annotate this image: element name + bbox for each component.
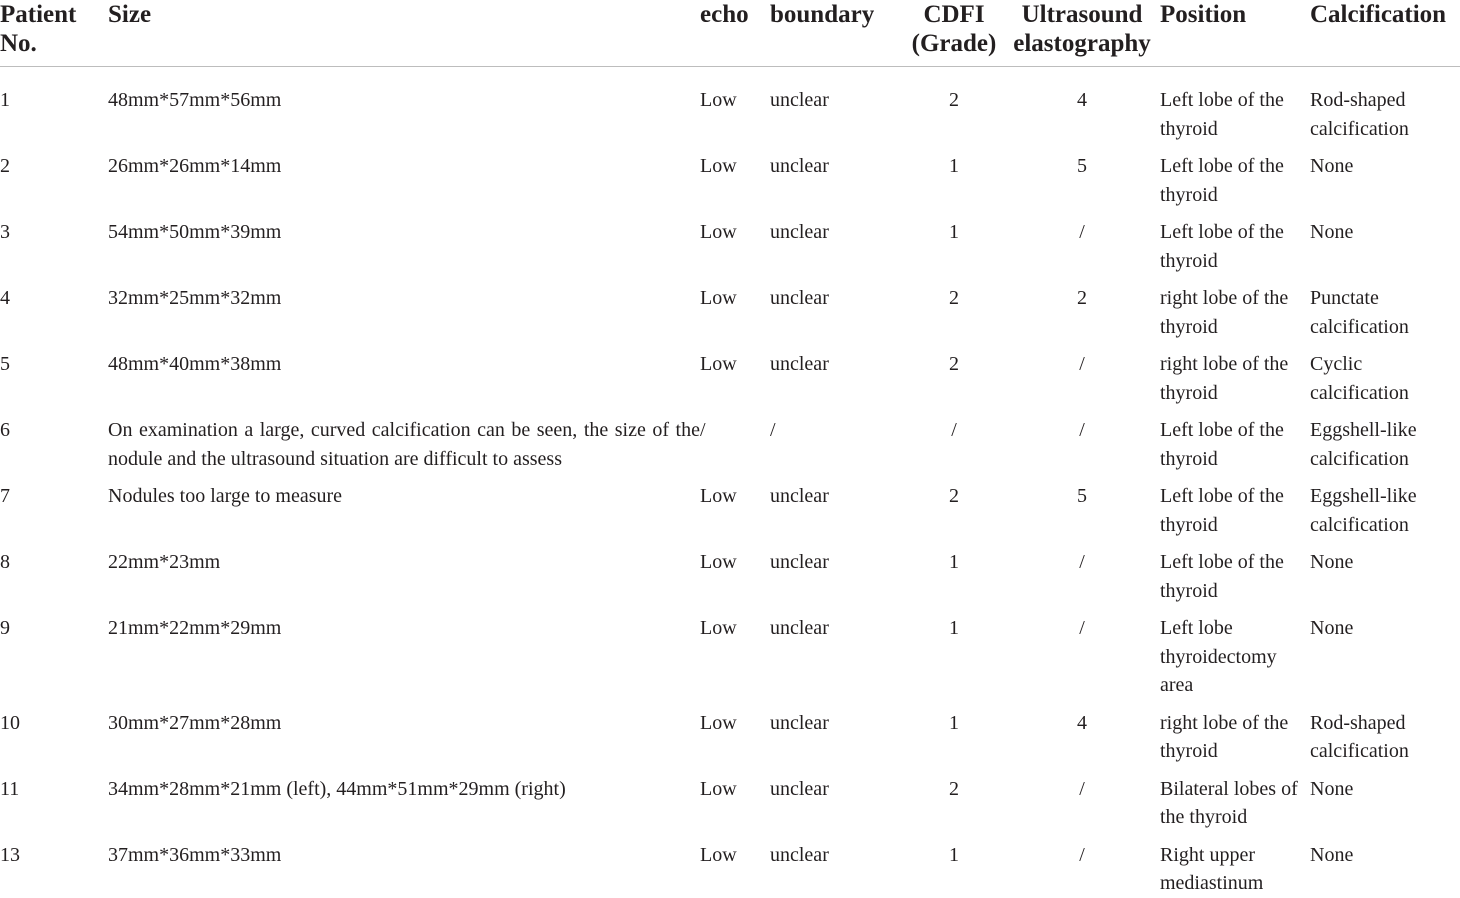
cell-echo: Low [700,89,737,111]
cell-patient-no: 5 [0,353,10,375]
cell-patient-no: 10 [0,711,20,734]
cell-calcification: Punctate calcification [1310,287,1409,338]
cell-echo: Low [700,155,737,177]
cell-cdfi: 2 [949,777,959,800]
header-echo: echo [700,0,770,67]
cell-cdfi: 1 [949,221,959,243]
table-row [0,548,1460,614]
cell-calcification: None [1310,777,1354,800]
cell-boundary: unclear [770,551,829,573]
cell-size: On examination a large, curved calcification can be seen, the size of the nodule and the ultrasound situation are difficult to assess [108,419,700,470]
cell-cdfi: 1 [949,617,959,639]
cell-boundary: unclear [770,221,829,243]
table-row [0,284,1460,350]
cell-size: 22mm*23mm [108,551,221,573]
cell-calcification: Rod-shaped calcification [1310,89,1409,140]
cell-patient-no: 8 [0,551,10,573]
header-patient-no: Patient No. [0,0,108,67]
cell-echo: Low [700,221,737,243]
cell-boundary: unclear [770,777,829,800]
header-row [0,0,1460,67]
cell-position: Left lobe of the thyroid [1160,485,1284,536]
cell-patient-no: 7 [0,485,10,507]
cell-cdfi: 2 [949,287,959,309]
cell-size: 21mm*22mm*29mm [108,617,282,639]
cell-position: right lobe of the thyroid [1160,287,1289,338]
cell-echo: Low [700,843,737,866]
cell-position: Left lobe of the thyroid [1160,419,1284,470]
cell-boundary: unclear [770,711,829,734]
cell-elastography: 4 [1077,711,1087,734]
cell-elastography: / [1079,353,1085,375]
cell-calcification: None [1310,617,1354,639]
cell-elastography: / [1079,777,1085,800]
cell-position: Left lobe of the thyroid [1160,89,1284,140]
cell-cdfi: 2 [949,485,959,507]
cell-elastography: 4 [1077,89,1087,111]
table-row [0,152,1460,218]
cell-size: 30mm*27mm*28mm [108,711,282,734]
cell-calcification: None [1310,155,1354,177]
cell-echo: Low [700,287,737,309]
cell-cdfi: 1 [949,551,959,573]
cell-elastography: 2 [1077,287,1087,309]
cell-echo: Low [700,777,737,800]
cell-position: Left lobe of the thyroid [1160,155,1284,206]
cell-patient-no: 1 [0,89,10,111]
cell-size: 48mm*57mm*56mm [108,89,282,111]
cell-boundary: unclear [770,353,829,375]
cell-calcification: None [1310,221,1354,243]
cell-size: 26mm*26mm*14mm [108,155,282,177]
cell-patient-no: 13 [0,843,20,866]
cell-position: right lobe of the thyroid [1160,711,1289,762]
cell-patient-no: 3 [0,221,10,243]
cell-echo: Low [700,711,737,734]
cell-patient-no: 6 [0,419,10,441]
table-row [0,841,1460,898]
cell-boundary: unclear [770,89,829,111]
cell-cdfi: 1 [949,711,959,734]
cell-size: 48mm*40mm*38mm [108,353,282,375]
cell-calcification: Cyclic calcification [1310,353,1409,404]
header-elastography: Ultrasound elastography [1004,0,1160,67]
cell-elastography: / [1079,617,1085,639]
header-cdfi: CDFI (Grade) [904,0,1004,67]
cell-patient-no: 11 [0,777,20,800]
cell-elastography: / [1079,221,1085,243]
table-row [0,775,1460,841]
table-row [0,614,1460,709]
cell-boundary: unclear [770,287,829,309]
cell-calcification: Rod-shaped calcification [1310,711,1409,762]
table-row [0,218,1460,284]
header-size: Size [108,0,700,67]
header-calcification: Calcification [1310,0,1460,67]
cell-size: 34mm*28mm*21mm (left), 44mm*51mm*29mm (right) [108,777,566,800]
cell-position: Left lobe thyroidectomy area [1160,617,1277,696]
cell-elastography: / [1079,843,1085,866]
cell-elastography: 5 [1077,155,1087,177]
cell-size: Nodules too large to measure [108,485,343,507]
cell-position: Left lobe of the thyroid [1160,551,1284,602]
table-row [0,709,1460,775]
cell-calcification: None [1310,843,1354,866]
cell-cdfi: 1 [949,843,959,866]
cell-elastography: / [1079,419,1085,441]
cell-cdfi: / [951,419,957,441]
cell-echo: / [700,419,706,441]
table-row [0,350,1460,416]
cell-boundary: unclear [770,843,829,866]
cell-cdfi: 2 [949,89,959,111]
table-row [0,67,1460,153]
cell-calcification: Eggshell-like calcification [1310,419,1417,470]
cell-position: Left lobe of the thyroid [1160,221,1284,272]
cell-boundary: unclear [770,485,829,507]
cell-boundary: unclear [770,617,829,639]
table-row [0,482,1460,548]
cell-size: 54mm*50mm*39mm [108,221,282,243]
cell-patient-no: 9 [0,617,10,639]
cell-boundary: unclear [770,155,829,177]
cell-echo: Low [700,353,737,375]
cell-patient-no: 4 [0,287,10,309]
cell-elastography: 5 [1077,485,1087,507]
cell-echo: Low [700,617,737,639]
table-row [0,416,1460,482]
cell-elastography: / [1079,551,1085,573]
cell-size: 37mm*36mm*33mm [108,843,282,866]
cell-boundary: / [770,419,776,441]
cell-echo: Low [700,485,737,507]
cell-cdfi: 1 [949,155,959,177]
cell-position: Bilateral lobes of the thyroid [1160,777,1298,828]
cell-cdfi: 2 [949,353,959,375]
cell-position: right lobe of the thyroid [1160,353,1289,404]
cell-calcification: Eggshell-like calcification [1310,485,1417,536]
cell-position: Right upper mediastinum [1160,843,1264,894]
header-position: Position [1160,0,1310,67]
cell-patient-no: 2 [0,155,10,177]
header-boundary: boundary [770,0,904,67]
cell-echo: Low [700,551,737,573]
cell-calcification: None [1310,551,1354,573]
cell-size: 32mm*25mm*32mm [108,287,282,309]
